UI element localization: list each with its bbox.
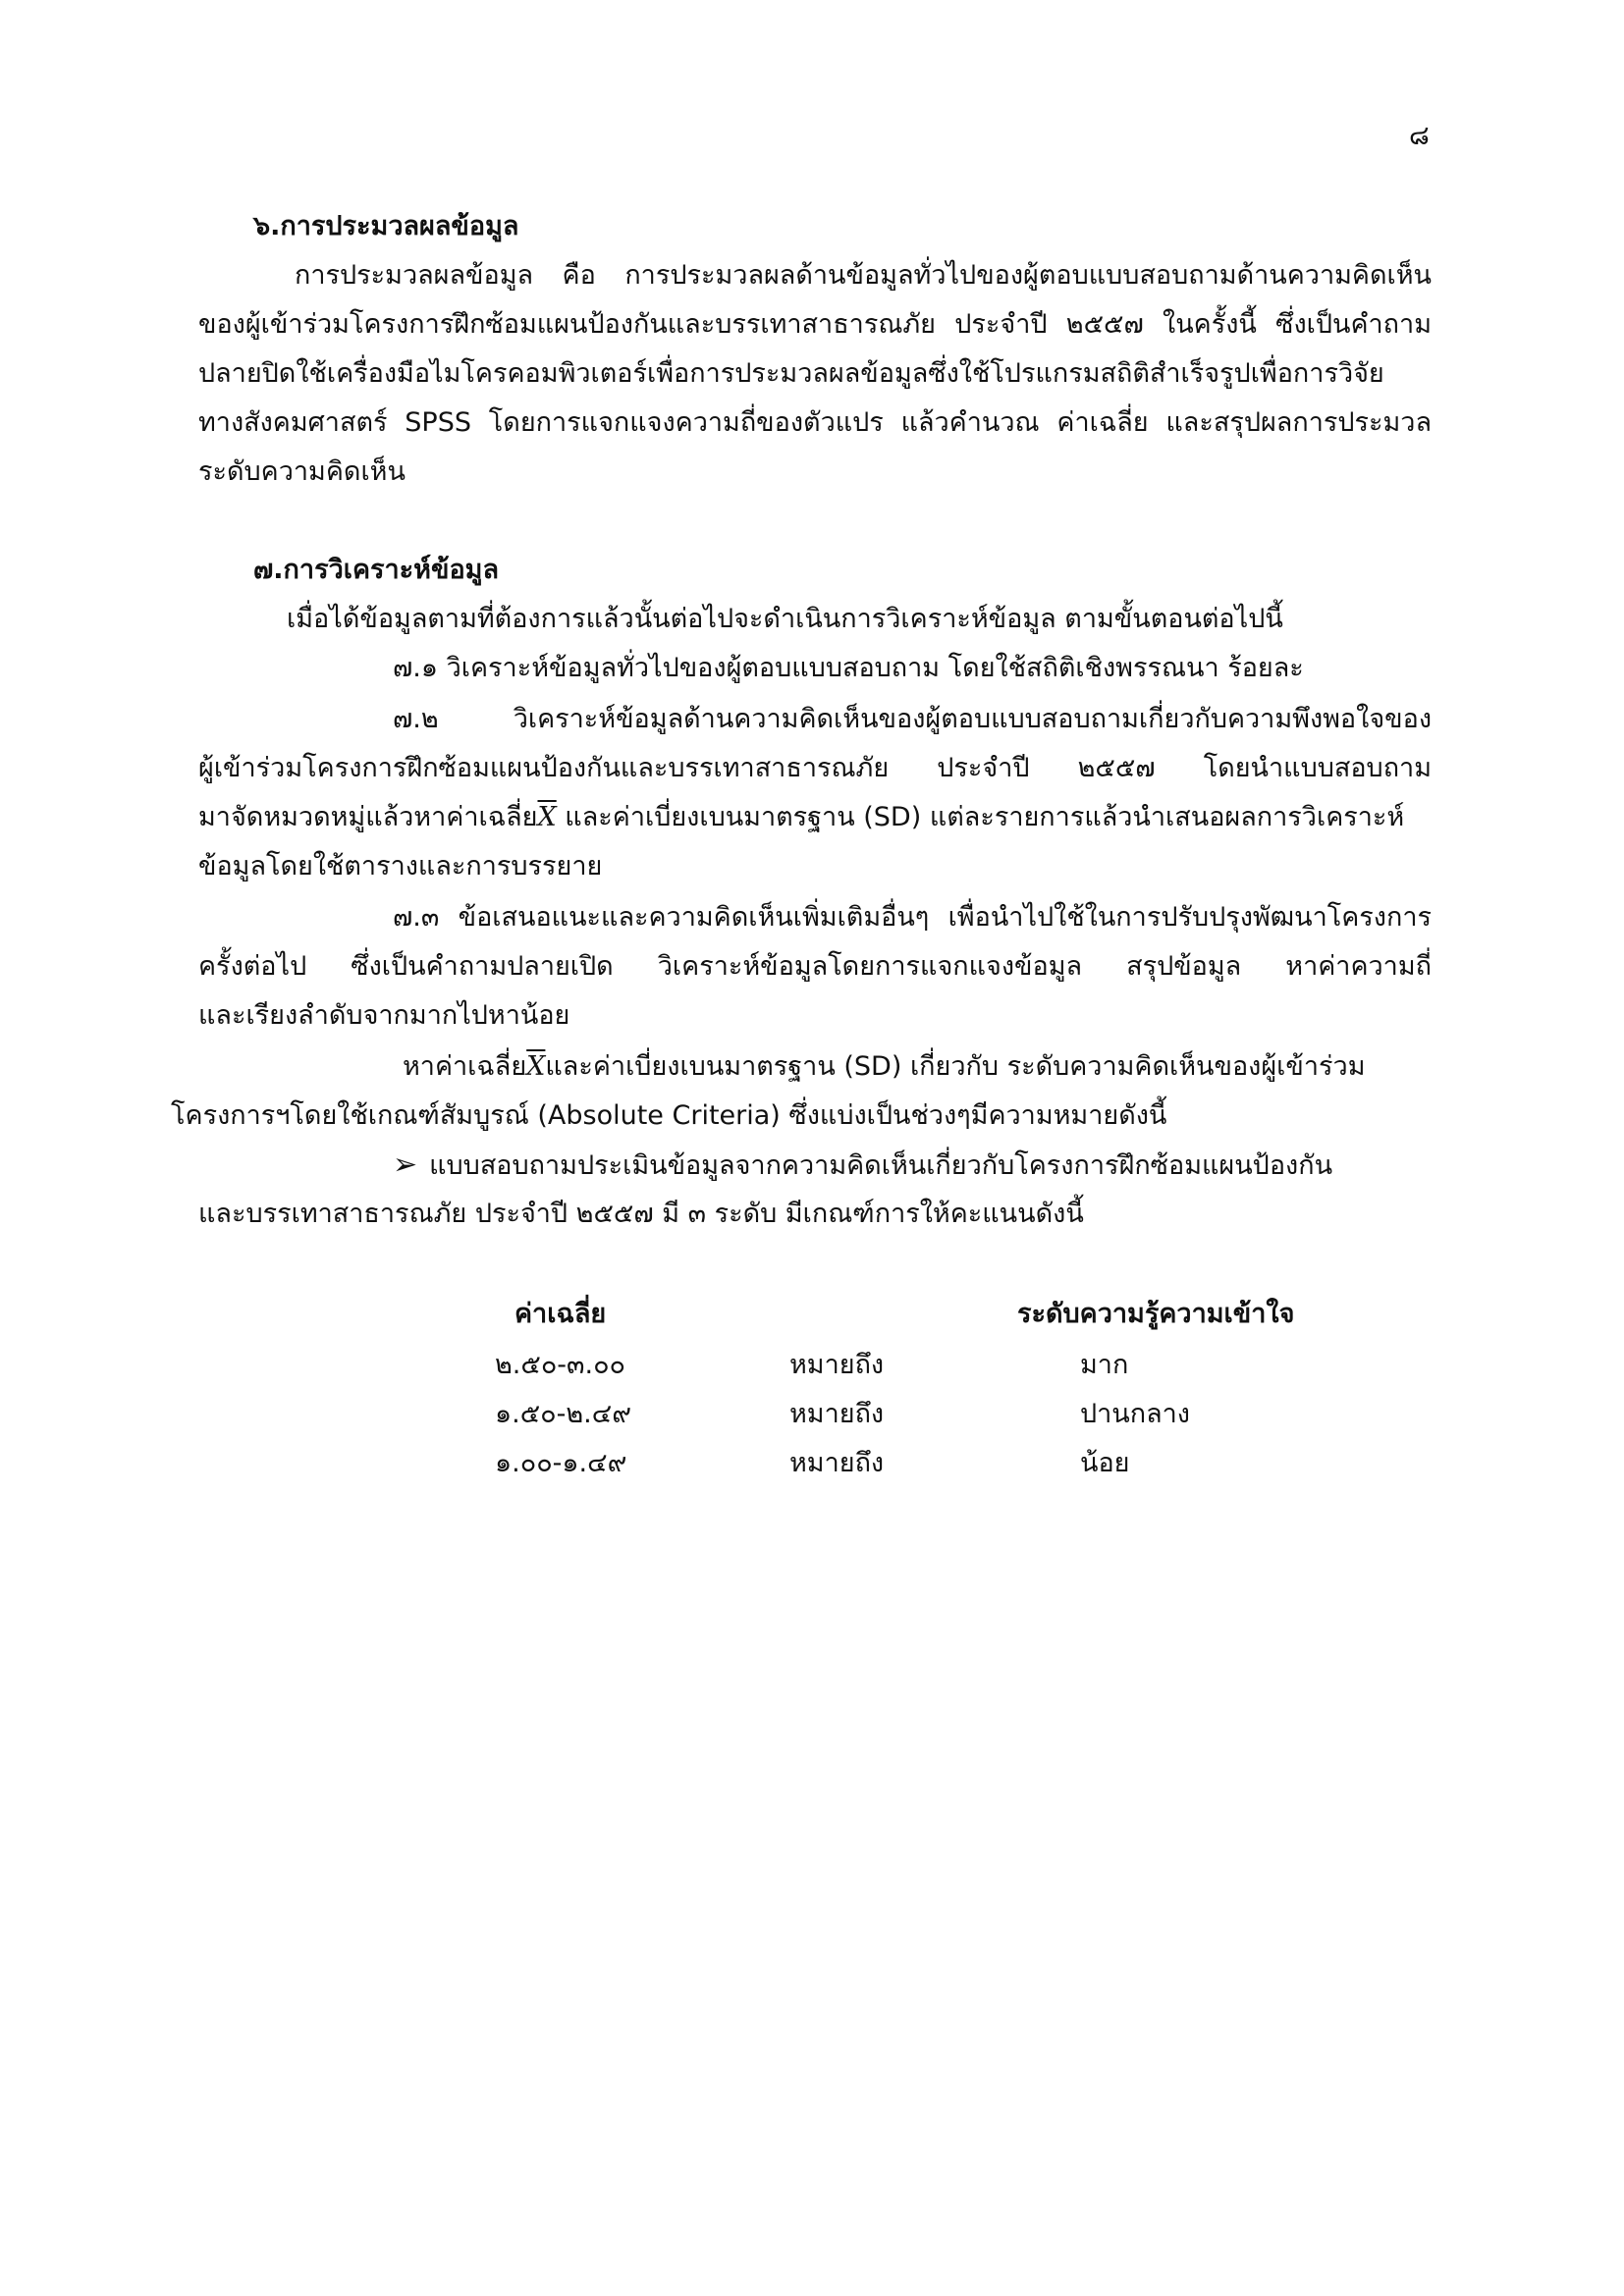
- arrowhead-bullet-icon: ➢: [393, 1148, 418, 1182]
- table-header-mean: ค่าเฉลี่ย: [514, 1299, 607, 1329]
- table-cell-range: ๑.๐๐-๑.๔๙: [495, 1448, 627, 1478]
- item-7-2-text: และค่าเบี่ยงเบนมาตรฐาน (SD) แต่ละรายการแล้วนำเสนอผลการวิเคราะห์: [556, 802, 1405, 832]
- bullet-text: แบบสอบถามประเมินข้อมูลจากความคิดเห็นเกี่ยวกับโครงการฝึกซ้อมแผนป้องกัน: [429, 1150, 1333, 1181]
- item-7-2-line: ข้อมูลโดยใช้ตารางและการบรรยาย: [198, 851, 603, 881]
- item-7-2-line: ผู้เข้าร่วมโครงการฝึกซ้อมแผนป้องกันและบรรเทาสาธารณภัย ประจำปี ๒๕๕๗ โดยนำแบบสอบถาม: [198, 753, 1432, 783]
- table-cell-level: ปานกลาง: [1080, 1399, 1190, 1429]
- table-cell-range: ๑.๕๐-๒.๔๙: [495, 1399, 631, 1429]
- section6-line: ของผู้เข้าร่วมโครงการฝึกซ้อมแผนป้องกันและบรรเทาสาธารณภัย ประจำปี ๒๕๕๗ ในครั้งนี้ ซึ่งเป็นคำถาม: [198, 309, 1432, 340]
- item-7-3-line: ๗.๓ ข้อเสนอแนะและความคิดเห็นเพิ่มเติมอื่นๆ เพื่อนำไปใช้ในการปรับปรุงพัฒนาโครงการ: [393, 902, 1432, 933]
- item-7-3-line: และเรียงลำดับจากมากไปหาน้อย: [198, 1000, 570, 1031]
- table-cell-meaning: หมายถึง: [789, 1399, 885, 1429]
- section6-line: ทางสังคมศาสตร์ SPSS โดยการแจกแจงความถี่ของตัวแปร แล้วคำนวณ ค่าเฉลี่ย และสรุปผลการประมวล: [198, 407, 1432, 438]
- item-7-1: ๗.๑ วิเคราะห์ข้อมูลทั่วไปของผู้ตอบแบบสอบถาม โดยใช้สถิติเชิงพรรณนา ร้อยละ: [393, 653, 1304, 683]
- table-cell-level: น้อย: [1080, 1448, 1130, 1478]
- table-header-level: ระดับความรู้ความเข้าใจ: [1017, 1299, 1295, 1329]
- section6-heading: ๖.การประมวลผลข้อมูล: [253, 211, 519, 241]
- criteria-line: โครงการฯโดยใช้เกณฑ์สัมบูรณ์ (Absolute Criteria) ซึ่งแบ่งเป็นช่วงๆมีความหมายดังนี้: [171, 1100, 1167, 1131]
- item-7-3-line: ครั้งต่อไป ซึ่งเป็นคำถามปลายเปิด วิเคราะห์ข้อมูลโดยการแจกแจงข้อมูล สรุปข้อมูล หาค่าความถี่: [198, 951, 1432, 982]
- page-number: ๘: [1409, 121, 1430, 151]
- section6-line: การประมวลผลข้อมูล คือ การประมวลผลด้านข้อมูลทั่วไปของผู้ตอบแบบสอบถามด้านความคิดเห็น: [295, 260, 1432, 291]
- bullet-line: [393, 1148, 1332, 1183]
- item-7-2-text: มาจัดหมวดหมู่แล้วหาค่าเฉลี่ย: [198, 802, 538, 832]
- section6-line: ปลายปิดใช้เครื่องมือไมโครคอมพิวเตอร์เพื่อการประมวลผลข้อมูลซึ่งใช้โปรแกรมสถิติสำเร็จรูปเพื่อการวิจัย: [198, 358, 1384, 389]
- mean-symbol: $\overline{X}$: [537, 802, 557, 832]
- table-cell-range: ๒.๕๐-๓.๐๐: [495, 1350, 626, 1380]
- section7-heading: ๗.การวิเคราะห์ข้อมูล: [253, 555, 500, 585]
- mean-symbol: $\overline{X}$: [526, 1051, 546, 1082]
- bullet-line: และบรรเทาสาธารณภัย ประจำปี ๒๕๕๗ มี ๓ ระดับ มีเกณฑ์การให้คะแนนดังนี้: [198, 1199, 1084, 1229]
- item-7-2-line: ๗.๒ วิเคราะห์ข้อมูลด้านความคิดเห็นของผู้ตอบแบบสอบถามเกี่ยวกับความพึงพอใจของ: [393, 704, 1432, 734]
- section7-intro: เมื่อได้ข้อมูลตามที่ต้องการแล้วนั้นต่อไปจะดำเนินการวิเคราะห์ข้อมูล ตามขั้นตอนต่อไปนี้: [287, 604, 1283, 634]
- table-cell-meaning: หมายถึง: [789, 1448, 885, 1478]
- criteria-line: [403, 1050, 1366, 1084]
- criteria-text: และค่าเบี่ยงเบนมาตรฐาน (SD) เกี่ยวกับ ระดับความคิดเห็นของผู้เข้าร่วม: [545, 1051, 1366, 1082]
- table-cell-level: มาก: [1080, 1350, 1129, 1380]
- criteria-text: หาค่าเฉลี่ย: [403, 1051, 527, 1082]
- table-cell-meaning: หมายถึง: [789, 1350, 885, 1380]
- section6-line: ระดับความคิดเห็น: [198, 456, 406, 487]
- item-7-2-line: [198, 801, 1404, 834]
